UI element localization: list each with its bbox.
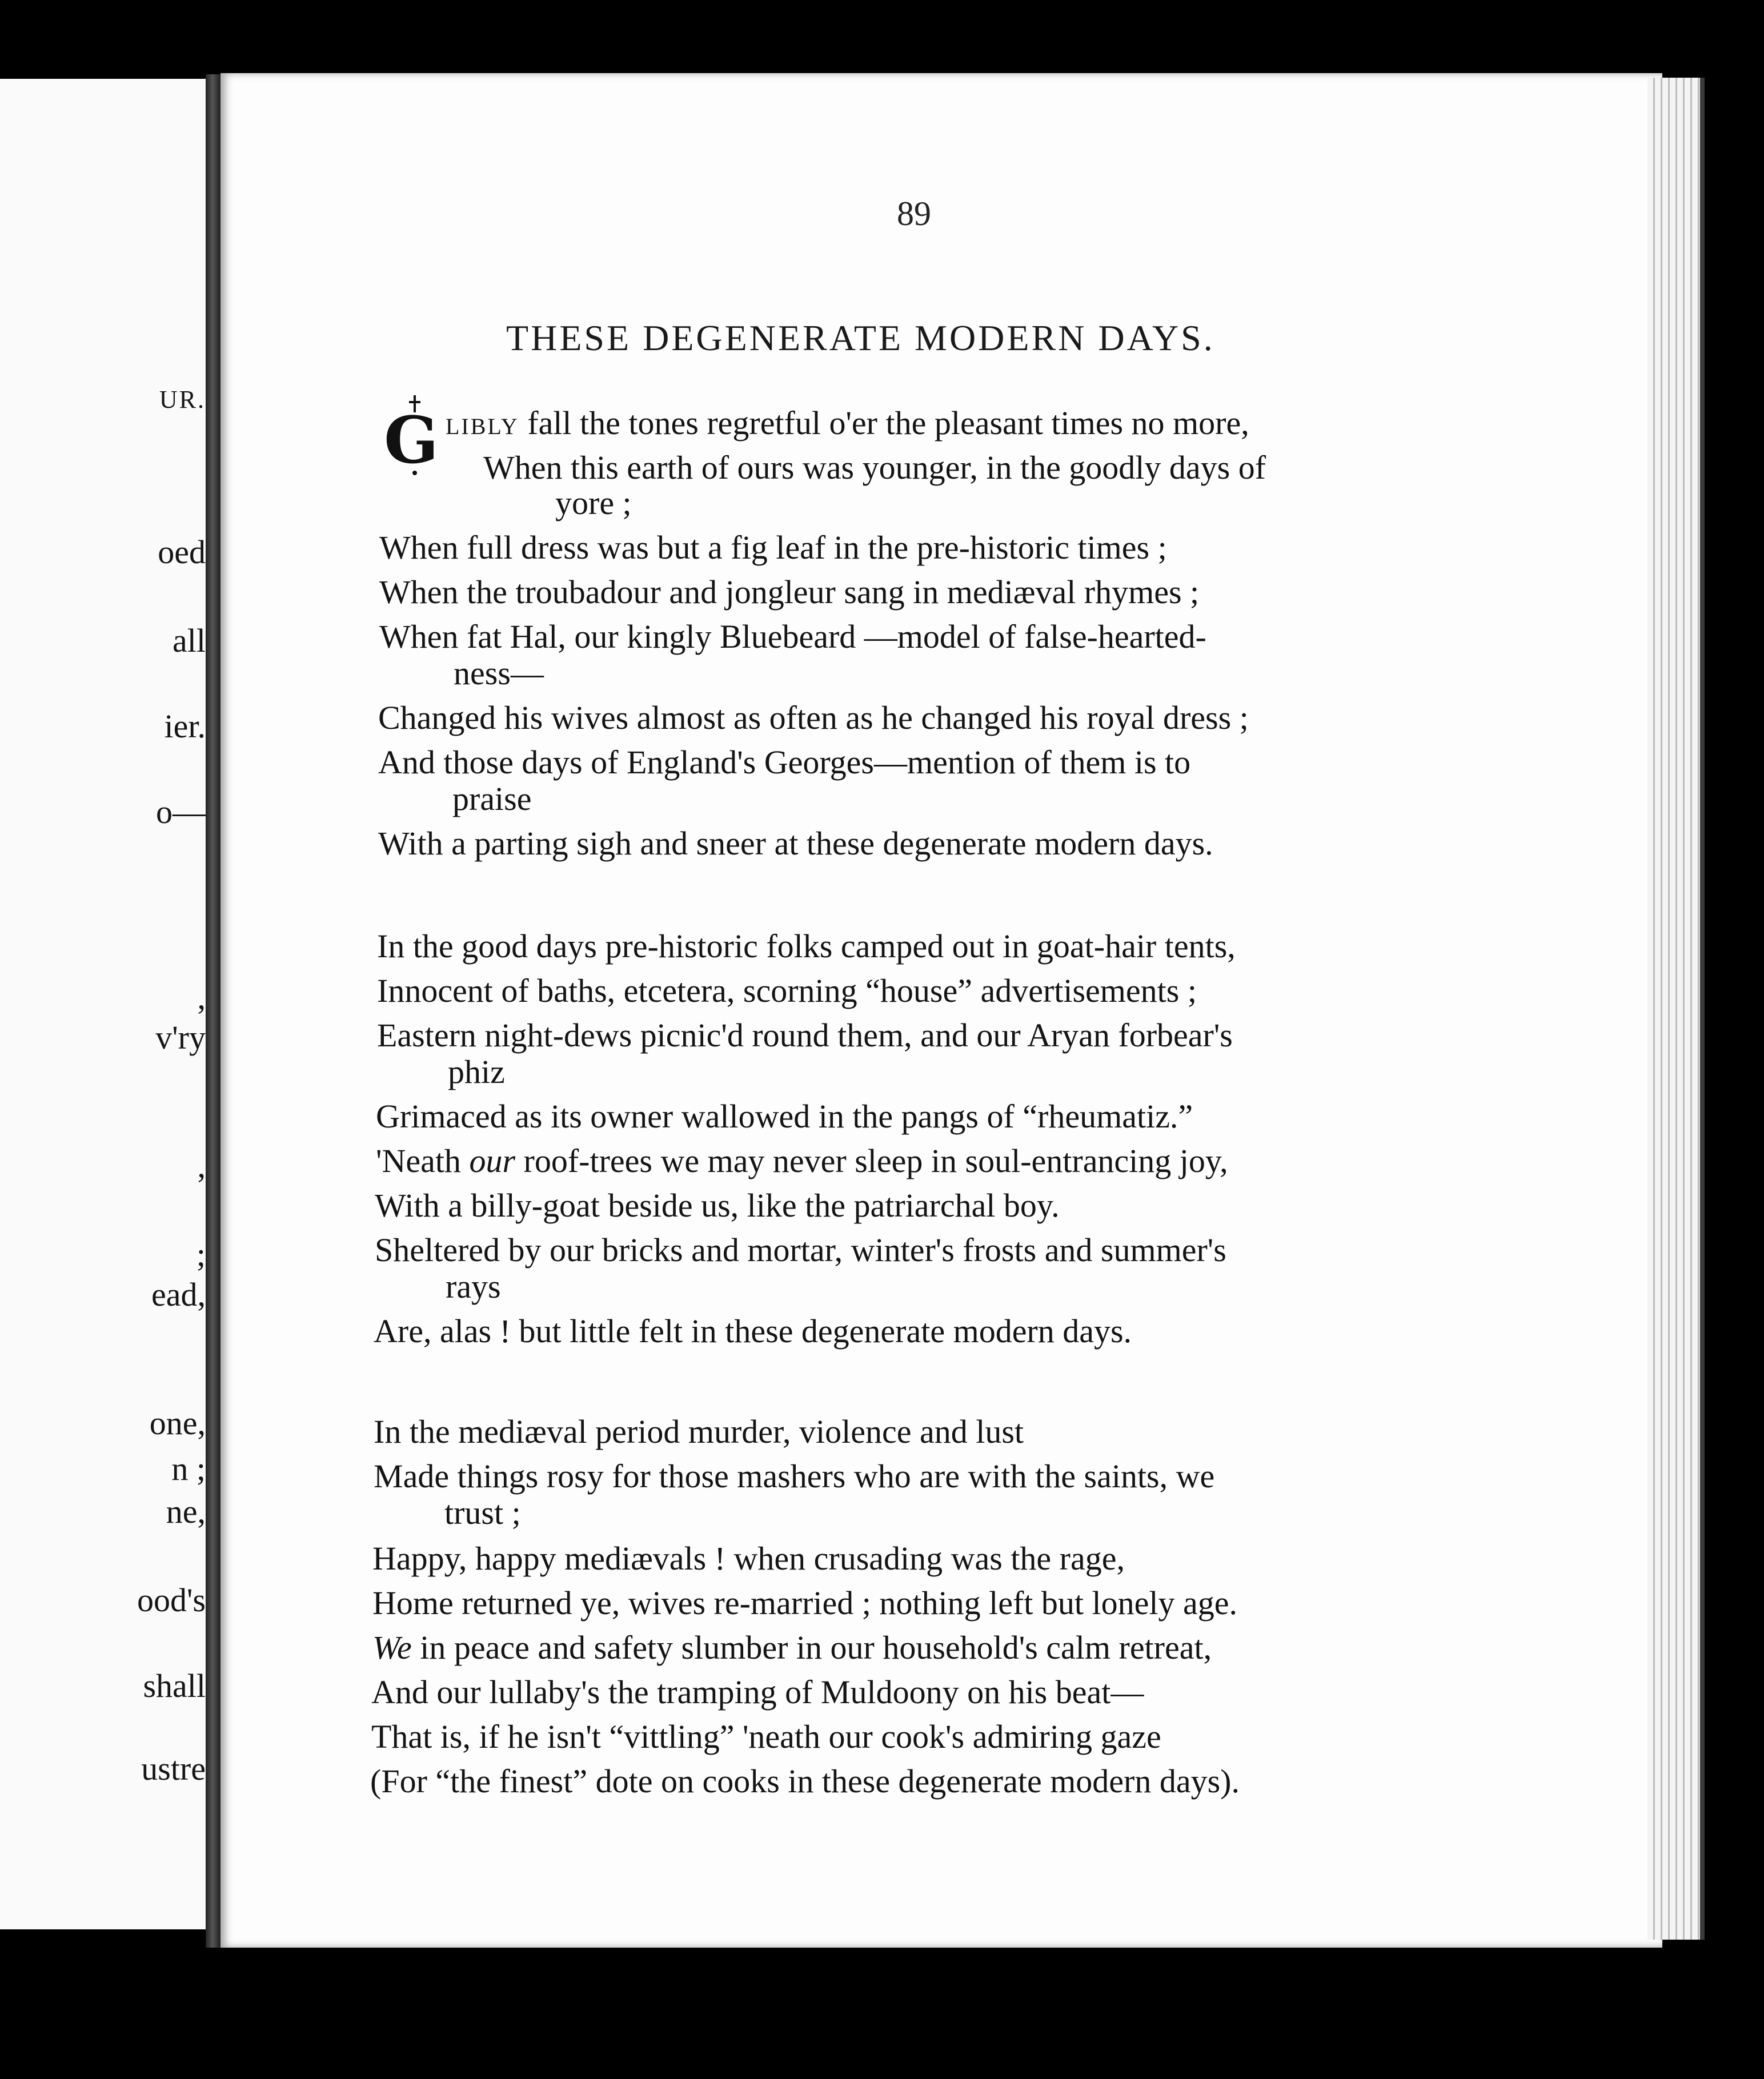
poem-line: With a parting sigh and sneer at these degenerate modern days. bbox=[378, 825, 1213, 862]
poem-line-continuation: yore ; bbox=[555, 484, 632, 521]
previous-page-edge bbox=[0, 79, 216, 1929]
poem-line-continuation: praise bbox=[452, 780, 532, 817]
poem-title: THESE DEGENERATE MODERN DAYS. bbox=[506, 318, 1215, 358]
poem-line: Sheltered by our bricks and mortar, winter's frosts and summer's bbox=[375, 1231, 1226, 1269]
left-fragment: UR. bbox=[159, 386, 206, 414]
page-number: 89 bbox=[897, 195, 931, 232]
left-fragment: n ; bbox=[171, 1450, 206, 1487]
left-fragment: ier. bbox=[164, 708, 206, 745]
poem-line: When fat Hal, our kingly Bluebeard —model of false-hearted- bbox=[379, 618, 1206, 655]
poem-line: Made things rosy for those mashers who are with the saints, we bbox=[374, 1458, 1215, 1495]
poem-line-continuation: ness— bbox=[454, 655, 544, 692]
poem-line: Innocent of baths, etcetera, scorning “house” advertisements ; bbox=[377, 972, 1197, 1009]
poem-line: Are, alas ! but little felt in these degenerate modern days. bbox=[374, 1313, 1132, 1350]
poem-line: That is, if he isn't “vittling” 'neath our cook's admiring gaze bbox=[371, 1718, 1161, 1755]
poem-line: Home returned ye, wives re-married ; nothing left but lonely age. bbox=[372, 1584, 1237, 1622]
poem-line: Happy, happy mediævals ! when crusading was the rage, bbox=[372, 1540, 1125, 1577]
poem-line: When full dress was but a fig leaf in the pre-historic times ; bbox=[379, 529, 1167, 566]
page-edges bbox=[1647, 78, 1705, 1940]
poem-line: LIBLY fall the tones regretful o'er the pleasant times no more, bbox=[446, 404, 1249, 442]
emphasis-word: We bbox=[372, 1629, 412, 1666]
emphasis-word: our bbox=[469, 1142, 516, 1179]
poem-line: Grimaced as its owner wallowed in the pangs of “rheumatiz.” bbox=[376, 1098, 1193, 1135]
poem-line: Eastern night-dews picnic'd round them, and our Aryan forbear's bbox=[377, 1017, 1233, 1054]
left-fragment: ead, bbox=[151, 1276, 206, 1313]
left-fragment: all bbox=[173, 622, 206, 659]
first-word-smallcaps: LIBLY bbox=[446, 414, 519, 439]
left-fragment: ne, bbox=[166, 1493, 206, 1530]
left-fragment: oed bbox=[158, 533, 206, 571]
poem-line: When this earth of ours was younger, in the goodly days of bbox=[483, 449, 1266, 486]
left-fragment: , bbox=[197, 1147, 206, 1185]
left-fragment: ; bbox=[196, 1236, 206, 1273]
poem-line: And our lullaby's the tramping of Muldoony on his beat— bbox=[371, 1673, 1144, 1711]
left-fragment: v'ry bbox=[155, 1019, 206, 1056]
poem-line: We in peace and safety slumber in our household's calm retreat, bbox=[372, 1629, 1212, 1666]
poem-line: In the mediæval period murder, violence and lust bbox=[374, 1413, 1024, 1450]
left-fragment: o— bbox=[156, 793, 206, 830]
poem-line-continuation: rays bbox=[446, 1268, 501, 1305]
left-fragment: one, bbox=[149, 1404, 206, 1442]
dropcap-ornament bbox=[377, 393, 446, 479]
left-fragment: ustre bbox=[141, 1750, 206, 1787]
poem-line: When the troubadour and jongleur sang in mediæval rhymes ; bbox=[379, 573, 1200, 611]
dropcap-letter: G bbox=[384, 403, 439, 478]
poem-line: And those days of England's Georges—mention of them is to bbox=[378, 744, 1191, 781]
poem-line: Changed his wives almost as often as he changed his royal dress ; bbox=[378, 699, 1249, 736]
poem-line: In the good days pre-historic folks camped out in goat-hair tents, bbox=[377, 928, 1236, 965]
left-fragment: , bbox=[197, 979, 206, 1016]
poem-line: With a billy-goat beside us, like the patriarchal boy. bbox=[375, 1187, 1060, 1224]
poem-line-continuation: phiz bbox=[448, 1053, 505, 1090]
left-fragment: ood's bbox=[137, 1582, 206, 1619]
poem-line: (For “the finest” dote on cooks in these degenerate modern days). bbox=[370, 1763, 1240, 1800]
poem-line-continuation: trust ; bbox=[444, 1494, 521, 1531]
left-fragment: shall bbox=[143, 1667, 206, 1704]
poem-line: 'Neath our roof-trees we may never sleep in soul-entrancing joy, bbox=[376, 1142, 1228, 1179]
